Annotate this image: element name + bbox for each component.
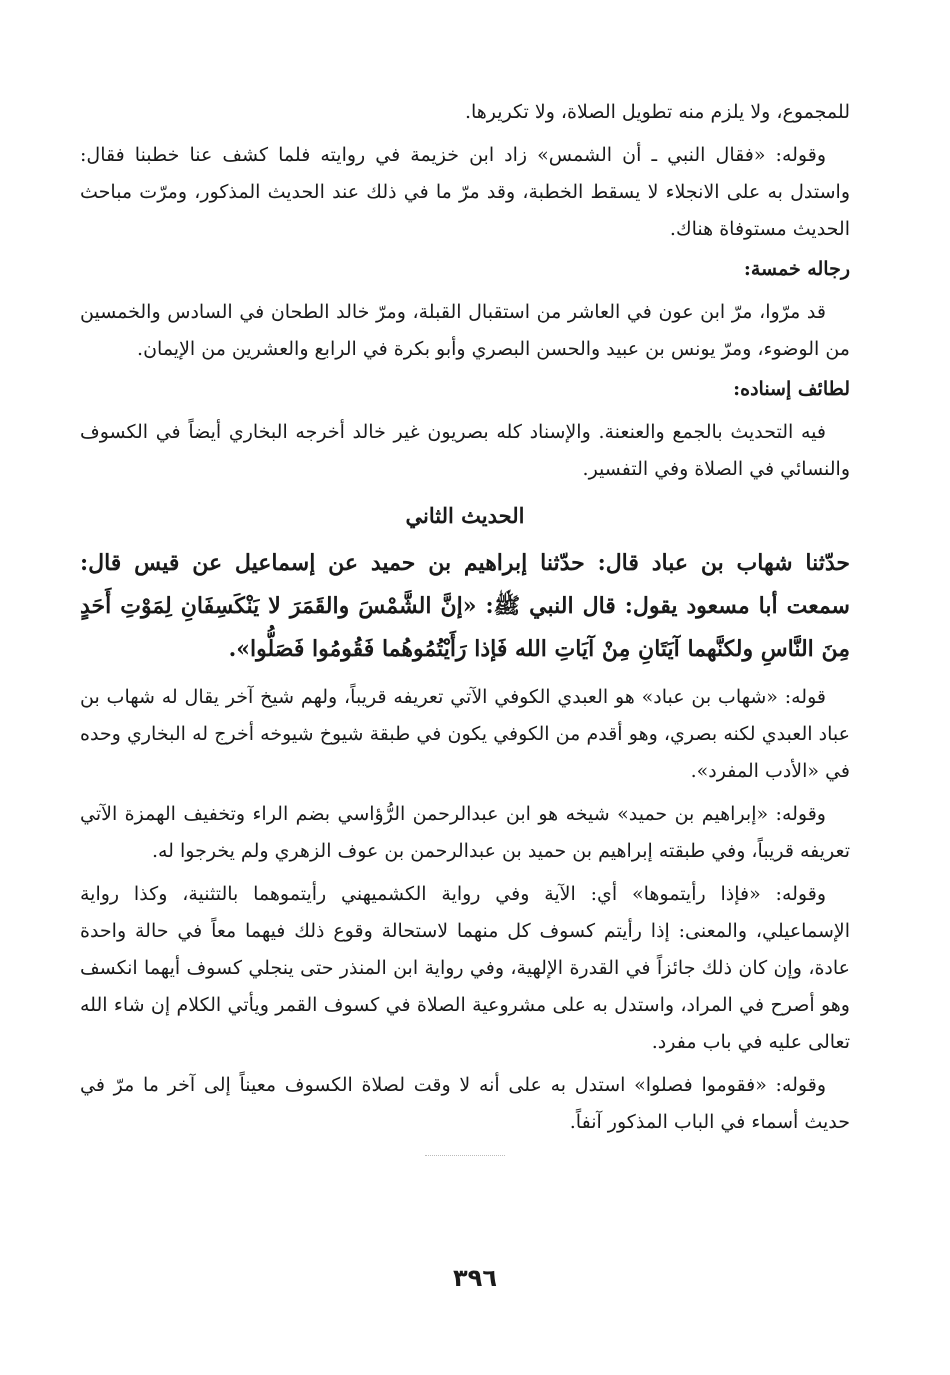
- heading-narrators: رجاله خمسة:: [743, 258, 850, 280]
- paragraph-ibrahim: وقوله: «إبراهيم بن حميد» شيخه هو ابن عبدالرحمن الرُّؤاسي بضم الراء وتخفيف الهمزة الآتي تعريفه قريباً، وفي طبقته إبراهيم بن حميد بن عبدالرحمن بن عوف الزهري ولم يخرجوا له.: [80, 803, 850, 862]
- paragraph-narrators: قد مرّوا، مرّ ابن عون في العاشر من استقبال القبلة، ومرّ خالد الطحان في السادس والخمسين من الوضوء، ومرّ يونس بن عبيد والحسن البصري وأبو بكرة في الرابع والعشرين من الإيمان.: [80, 301, 850, 360]
- paragraph-faidha: وقوله: «فإذا رأيتموها» أي: الآية وفي رواية الكشميهني رأيتموهما بالتثنية، وكذا رواية الإسماعيلي، والمعنى: إذا رأيتم كسوف كل منهما لاستحالة وقوع ذلك فيهما معاً في حالة واحدة عادة، وإن كان ذلك جائزاً في القدرة الإلهية، وفي رواية ابن المنذر حتى ينجلي كسوف أيهما انكسف وهو أصرح في المراد، واستدل به على مشروعية الصلاة في كسوف القمر ويأتي الكلام إن شاء الله تعالى عليه في باب مفرد.: [80, 883, 850, 1053]
- paragraph-faqumu: وقوله: «فقوموا فصلوا» استدل به على أنه لا وقت لصلاة الكسوف معيناً إلى آخر ما مرّ في حديث أسماء في الباب المذكور آنفاً.: [80, 1074, 850, 1133]
- heading-isnad-features: لطائف إسناده:: [733, 378, 850, 400]
- paragraph-isnad-features: فيه التحديث بالجمع والعنعنة. والإسناد كله بصريون غير خالد أخرجه البخاري أيضاً في الكسوف والنسائي في الصلاة وفي التفسير.: [80, 421, 850, 480]
- divider: [425, 1155, 505, 1156]
- hadith-text: حدّثنا شهاب بن عباد قال: حدّثنا إبراهيم بن حميد عن إسماعيل عن قيس قال: سمعت أبا مسعود يقول: قال النبي ﷺ: «إنَّ الشَّمْسَ والقَمَرَ لا يَنْكَسِفَانِ لِمَوْتِ أَحَدٍ مِنَ النَّاسِ ولكنَّهما آيَتَانِ مِنْ آيَاتِ الله فَإذا رَأَيْتُمُوهُما فَقُومُوا فَصَلُّوا».: [80, 550, 850, 662]
- paragraph-khutba: وقوله: «فقال النبي ـ أن الشمس» زاد ابن خزيمة في روايته فلما كشف عنا خطبنا فقال: واستدل به على الانجلاء لا يسقط الخطبة، وقد مرّ ما في ذلك عند الحديث المذكور، ومرّت مباحث الحديث مستوفاة هناك.: [80, 144, 850, 240]
- paragraph-shihab: قوله: «شهاب بن عباد» هو العبدي الكوفي الآتي تعريفه قريباً، ولهم شيخ آخر يقال له شهاب بن عباد العبدي لكنه بصري، وهو أقدم من الكوفي يكون في طبقة شيوخ شيوخه أخرج له البخاري وحده في «الأدب المفرد».: [80, 686, 850, 782]
- section-title: الحديث الثاني: [405, 503, 525, 528]
- page-number: ٣٩٦: [453, 1264, 497, 1292]
- page-body: [80, 94, 850, 1156]
- paragraph-continuation: للمجموع، ولا يلزم منه تطويل الصلاة، ولا تكريرها.: [464, 101, 850, 123]
